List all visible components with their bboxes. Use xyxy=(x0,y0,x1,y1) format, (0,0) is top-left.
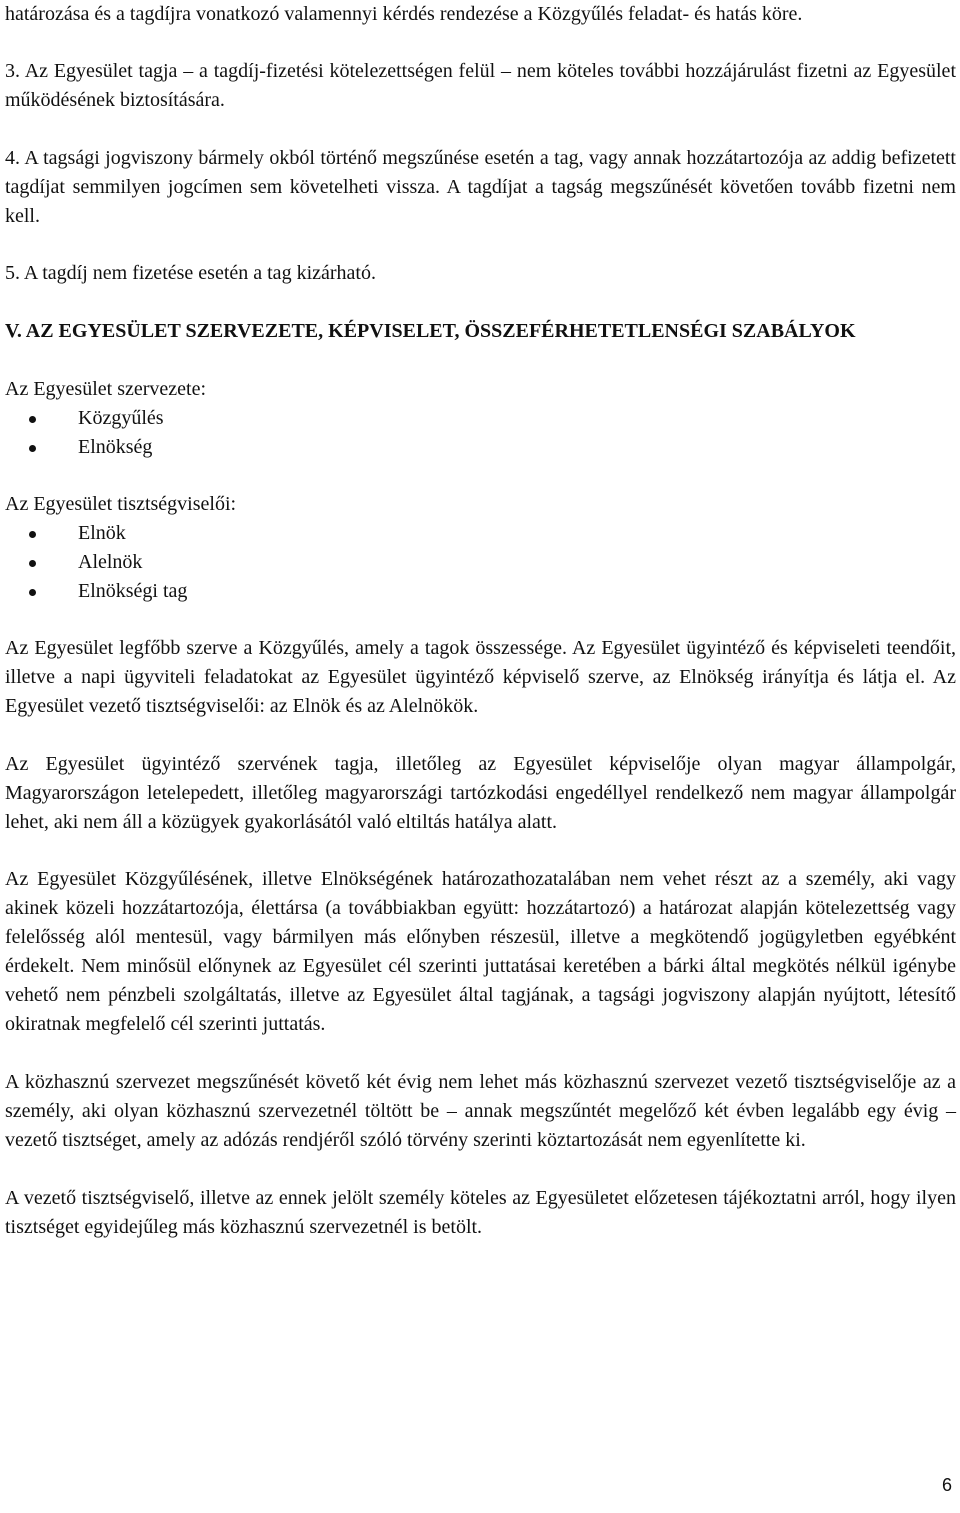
page-number: 6 xyxy=(941,1475,952,1495)
item-4-paragraph: 4. A tagsági jogviszony bármely okból történő megszűnése esetén a tag, vagy annak hozzátartozója az addig befizetett tagdíjat semmilyen jogcímen sem követelheti vissza. A tagdíjat a tagság megszűnését követően tovább fizetni nem kell. xyxy=(5,147,956,227)
list-item: Elnökség xyxy=(5,433,956,462)
list-item: Elnökségi tag xyxy=(5,577,956,606)
paragraph-organs: Az Egyesület legfőbb szerve a Közgyűlés, amely a tagok összessége. Az Egyesület ügyintéző és képviseleti teendőit, illetve a napi ügyviteli feladatokat az Egyesület ügyintéző képviselő szerve, az Elnökség irányítja és látja el. Az Egyesület vezető tisztségviselői: az Elnök és az Alelnökök. xyxy=(5,637,956,717)
item-5-paragraph: 5. A tagdíj nem fizetése esetén a tag kizárható. xyxy=(5,262,376,284)
list-item: Alelnök xyxy=(5,548,956,577)
paragraph-disclosure: A vezető tisztségviselő, illetve az ennek jelölt személy köteles az Egyesületet előzetesen tájékoztatni arról, hogy ilyen tisztséget egyidejűleg más közhasznú szervezetnél is betölt. xyxy=(5,1187,956,1238)
paragraph-eligibility: Az Egyesület ügyintéző szervének tagja, illetőleg az Egyesület képviselője olyan magyar állampolgár, Magyarországon letelepedett, illetőleg magyarországi tartózkodási engedéllyel rendelkező nem magyar állampolgár lehet, aki nem áll a közügyek gyakorlásától való eltiltás hatálya alatt. xyxy=(5,753,956,833)
list-item: Elnök xyxy=(5,519,956,548)
section-heading: V. AZ EGYESÜLET SZERVEZETE, KÉPVISELET, ÖSSZEFÉRHETETLENSÉGI SZABÁLYOK xyxy=(5,320,856,342)
item-3-paragraph: 3. Az Egyesület tagja – a tagdíj-fizetési kötelezettségen felül – nem köteles további hozzájárulást fizetni az Egyesület működésének biztosítására. xyxy=(5,60,956,111)
intro-paragraph: határozása és a tagdíjra vonatkozó valamennyi kérdés rendezése a Közgyűlés feladat- és hatás köre. xyxy=(5,3,803,25)
organization-intro: Az Egyesület szervezete: xyxy=(5,378,207,400)
list-item: Közgyűlés xyxy=(5,404,956,433)
officers-list xyxy=(5,519,956,606)
paragraph-public-benefit-restriction: A közhasznú szervezet megszűnését követő két évig nem lehet más közhasznú szervezet vezető tisztségviselője az a személy, aki olyan közhasznú szervezetnél töltött be – annak megszűntét megelőző két évben legalább egy évig – vezető tisztséget, amely az adózás rendjéről szóló törvény szerinti köztartozását nem egyenlítette ki. xyxy=(5,1071,956,1151)
document-page xyxy=(5,0,956,1242)
paragraph-conflict-of-interest: Az Egyesület Közgyűlésének, illetve Elnökségének határozathozatalában nem vehet részt az a személy, aki vagy akinek közeli hozzátartozója, élettársa (a továbbiakban együtt: hozzátartozó) a határozat alapján kötelezettség vagy felelősség alól mentesül, vagy bármilyen más előnyben részesül, illetve a megkötendő jogügyletben egyébként érdekelt. Nem minősül előnynek az Egyesület cél szerinti juttatásai keretében a bárki által megkötés nélkül igénybe vehető nem pénzbeli szolgáltatás, illetve az Egyesület által tagjának, a tagsági jogviszony alapján nyújtott, létesítő okiratnak megfelelő cél szerinti juttatás. xyxy=(5,868,956,1035)
organization-list xyxy=(5,404,956,462)
officers-intro: Az Egyesület tisztségviselői: xyxy=(5,493,237,515)
